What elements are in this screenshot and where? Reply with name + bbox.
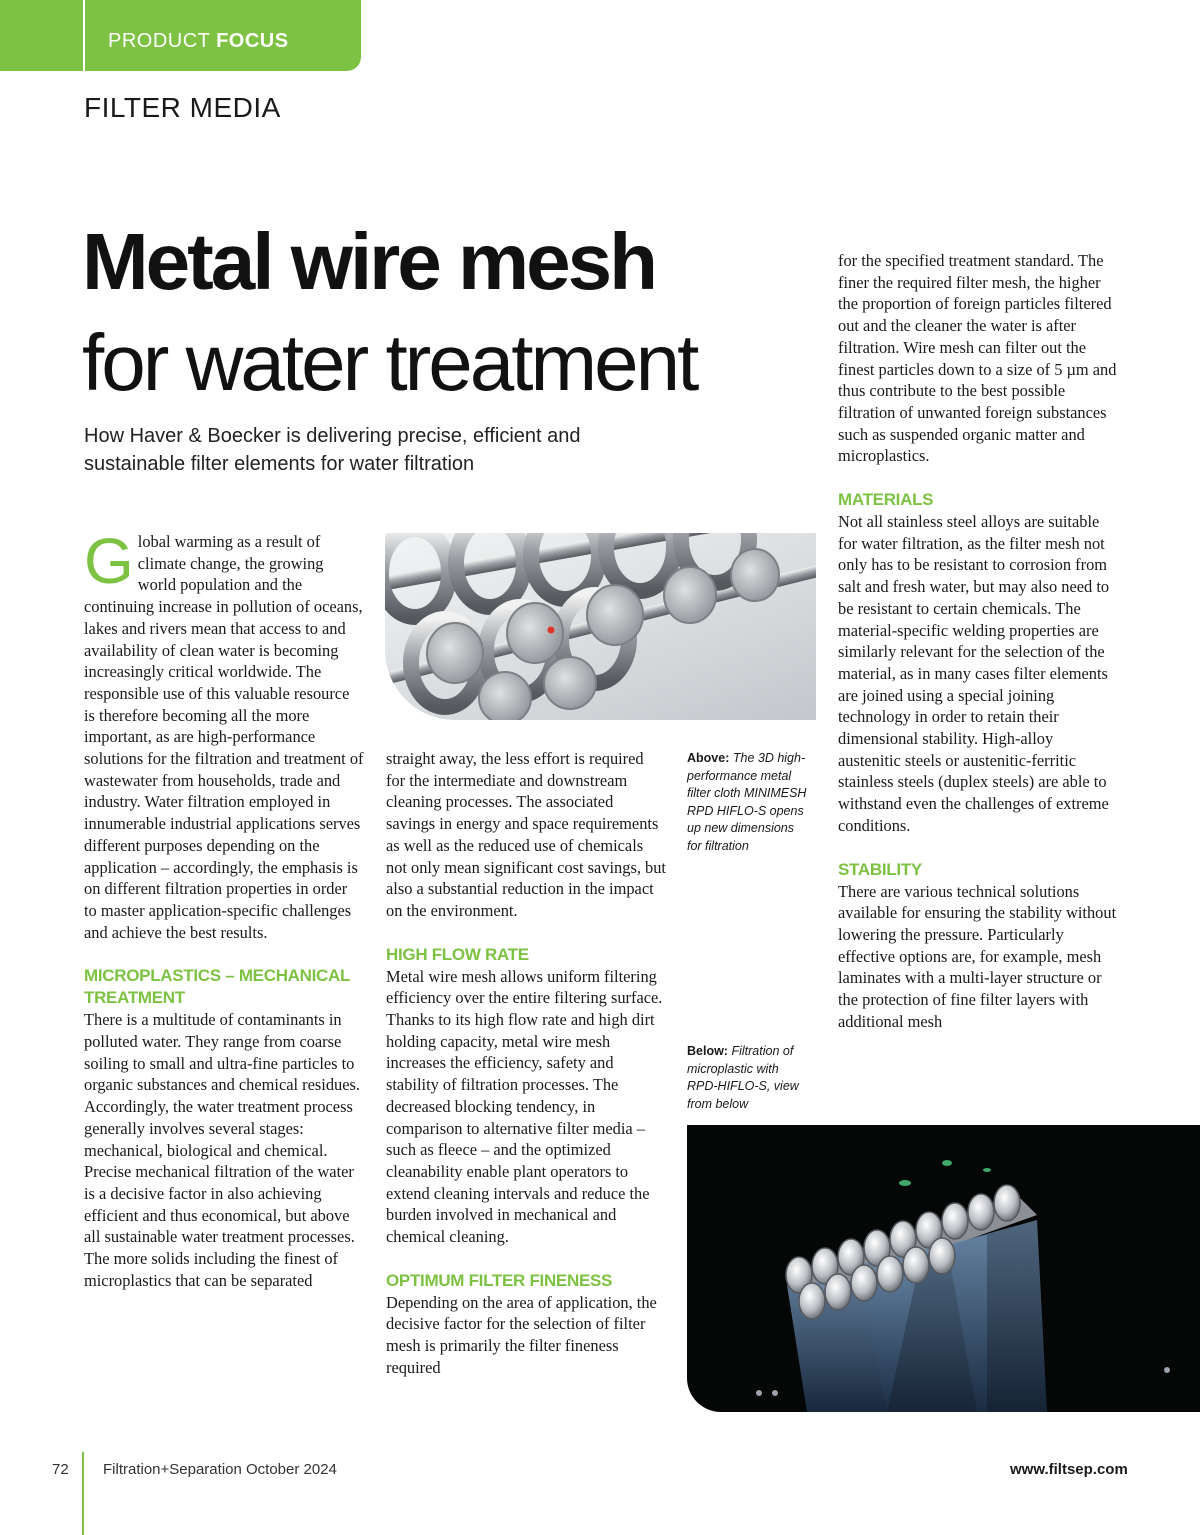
wire-mesh-illustration [385, 533, 816, 720]
paragraph: There are various technical solutions available for ensuring the stability without lowering the pressure. Particularly effective options are, for example, mesh laminates with a multi-layer structure or the protection of fine filter layers with additional mesh [838, 881, 1117, 1031]
drop-cap: G [84, 525, 134, 597]
paragraph: There is a multitude of contaminants in polluted water. They range from coarse soiling to small and ultra-fine particles to organic substances and chemical residues. Accordingly, the water treatment process generally involves several stages: mechanical, biological and chemical. Precise mechanical filtration of the water is a decisive factor in also achieving efficient and thus economical, but above all sustainable water treatment processes. The more solids including the finest of microplastics that can be separated [84, 1010, 360, 1290]
footer-divider [82, 1452, 84, 1535]
website-url[interactable]: www.filtsep.com [1010, 1461, 1128, 1478]
product-focus-label [108, 30, 289, 53]
tab-label-bold: FOCUS [216, 30, 289, 52]
article-column-3 [838, 250, 1120, 1033]
headline-line2: for water treatment [82, 318, 697, 407]
paragraph: lobal warming as a result of climate change, the growing world population and the continuing increase in pollution of oceans, lakes and rivers mean that access to and availability of clean water is becoming increasingly critical worldwide. The responsible use of this valuable resource is therefore becoming all the more important, as are high-performance solutions for the filtration and treatment of wastewater from households, trade and industry. Water filtration employed in innumerable industrial applications serves different purposes depending on the application – accordingly, the emphasis is on different filtration properties in order to master application-specific challenges and achieve the best results. [84, 532, 364, 942]
magazine-issue: Filtration+Separation October 2024 [103, 1461, 337, 1478]
subheading-high-flow-rate: HIGH FLOW RATE [386, 944, 529, 964]
paragraph: Metal wire mesh allows uniform filtering efficiency over the entire filtering surface. Thanks to its high flow rate and high dirt holding capacity, metal wire mesh increases the efficiency, safety and stability of filtration processes. The decreased blocking tendency, in comparison to alternative filter media – such as fleece – and the optimized cleanability enable plant operators to extend cleaning intervals and reduce the burden involved in mechanical and chemical cleaning. [386, 966, 663, 1247]
article-column-2 [386, 748, 666, 1379]
subheading-materials: MATERIALS [838, 490, 934, 510]
paragraph: Not all stainless steel alloys are suitable for water filtration, as the filter mesh not only has to be resistant to corrosion from salt and fresh water, but may also need to be resistant to certain chemicals. The material-specific welding properties are similarly relevant for the selection of the material, as in many cases filter elements are joined using a special joining technology in order to retain their dimensional stability. High-alloy austenitic steels or austenitic-ferritic stainless steels (duplex steels) are able to withstand even the challenges of extreme conditions. [838, 512, 1110, 835]
caption-text: The 3D high-performance metal filter cloth MINIMESH RPD HIFLO-S opens up new dimensions for filtration [687, 751, 807, 853]
subheading-microplastics: MICROPLASTICS – MECHANICAL TREATMENT [84, 966, 350, 1008]
caption-label: Below: [687, 1044, 728, 1058]
page-number: 72 [52, 1461, 69, 1478]
caption-below [687, 1043, 809, 1113]
headline-line1: Metal wire mesh [82, 217, 656, 306]
wire-mesh-image [385, 533, 816, 720]
paragraph: straight away, the less effort is required for the intermediate and downstream cleaning processes. The associated savings in energy and space requirements as well as the reduced use of chemicals not only mean significant cost savings, but also a substantial reduction in the impact on the environment. [386, 749, 666, 920]
caption-text: Filtration of microplastic with RPD-HIFLO-S, view from below [687, 1044, 799, 1111]
section-label: FILTER MEDIA [84, 92, 281, 123]
article-column-1 [84, 525, 364, 1292]
paragraph: Depending on the area of application, the decisive factor for the selection of filter mesh is primarily the filter fineness required [386, 1292, 657, 1377]
subheading-stability: STABILITY [838, 859, 922, 879]
tab-divider [83, 0, 85, 71]
caption-label: Above: [687, 751, 730, 765]
paragraph: for the specified treatment standard. The finer the required filter mesh, the higher the proportion of foreign particles filtered out and the cleaner the water is after filtration. Wire mesh can filter out the finest particles down to a size of 5 µm and thus contribute to the best possible filtration of unwanted foreign substances such as suspended organic matter and microplastics. [838, 251, 1117, 466]
caption-above [687, 750, 809, 855]
filtration-image [687, 1125, 1200, 1412]
filtration-illustration [687, 1125, 1200, 1412]
subheading-optimum-filter-fineness: OPTIMUM FILTER FINENESS [386, 1270, 613, 1290]
standfirst: How Haver & Boecker is delivering precise, efficient and sustainable filter elements for water filtration [84, 425, 581, 475]
tab-label-light: PRODUCT [108, 30, 211, 52]
